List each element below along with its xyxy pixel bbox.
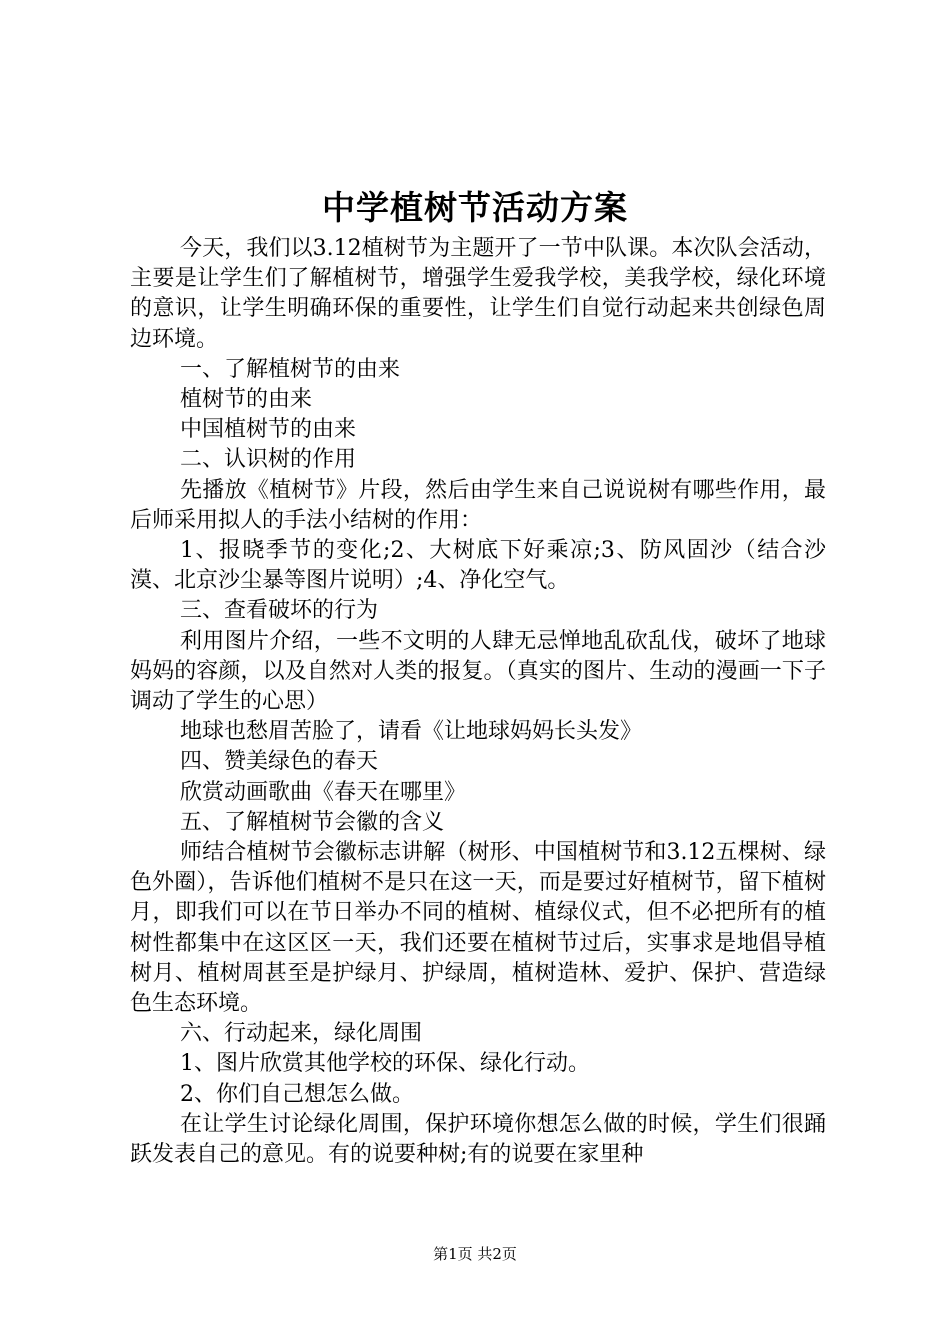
paragraph: 植树节的由来 (180, 387, 313, 413)
section-heading-5: 五、了解植树节会徽的含义 (180, 809, 445, 835)
section-heading-3: 三、查看破坏的行为 (180, 598, 379, 624)
section-heading-4: 四、赞美绿色的春天 (180, 749, 379, 775)
section-heading-6: 六、行动起来，绿化周围 (180, 1021, 423, 1047)
paragraph: 师结合植树节会徽标志讲解（树形、中国植树节和3.12五棵树、绿色外圈），告诉他们植树不是只在这一天，而是要过好植树节，留下植树月，即我们可以在节日举办不同的植树、植绿仪式，但不必把所有的植树性都集中在这区区一天，我们还要在植树节过后，实事求是地倡导植树月、植树周甚至是护绿月、护绿周，植树造林、爱护、保护、营造绿色生态环境。 (130, 840, 826, 1017)
section-heading-1: 一、了解植树节的由来 (180, 356, 401, 382)
section-heading-2: 二、认识树的作用 (180, 447, 357, 473)
paragraph: 地球也愁眉苦脸了，请看《让地球妈妈长头发》 (180, 719, 643, 745)
document-body (130, 234, 826, 1170)
paragraph: 1、报晓季节的变化;2、大树底下好乘凉;3、防风固沙（结合沙漠、北京沙尘暴等图片说明）;4、净化空气。 (130, 538, 826, 594)
paragraph: 2、你们自己想怎么做。 (180, 1081, 414, 1107)
paragraph: 中国植树节的由来 (180, 417, 357, 443)
paragraph: 在让学生讨论绿化周围，保护环境你想怎么做的时候，学生们很踊跃发表自己的意见。有的说要种树;有的说要在家里种 (130, 1111, 826, 1168)
document-title: 中学植树节活动方案 (322, 188, 628, 227)
page-footer: 第1页 共2页 (433, 1245, 517, 1263)
paragraph: 利用图片介绍，一些不文明的人肆无忌惮地乱砍乱伐，破坏了地球妈妈的容颜，以及自然对人类的报复。（真实的图片、生动的漫画一下子调动了学生的心思） (130, 628, 826, 715)
paragraph: 先播放《植树节》片段，然后由学生来自己说说树有哪些作用，最后师采用拟人的手法小结树的作用： (130, 477, 826, 533)
paragraph: 1、图片欣赏其他学校的环保、绿化行动。 (180, 1051, 590, 1077)
paragraph: 欣赏动画歌曲《春天在哪里》 (180, 779, 467, 805)
paragraph-intro: 今天，我们以3.12植树节为主题开了一节中队课。本次队会活动，主要是让学生们了解植树节，增强学生爱我学校，美我学校，绿化环境的意识，让学生明确环保的重要性，让学生们自觉行动起来共创绿色周边环境。 (130, 236, 826, 352)
